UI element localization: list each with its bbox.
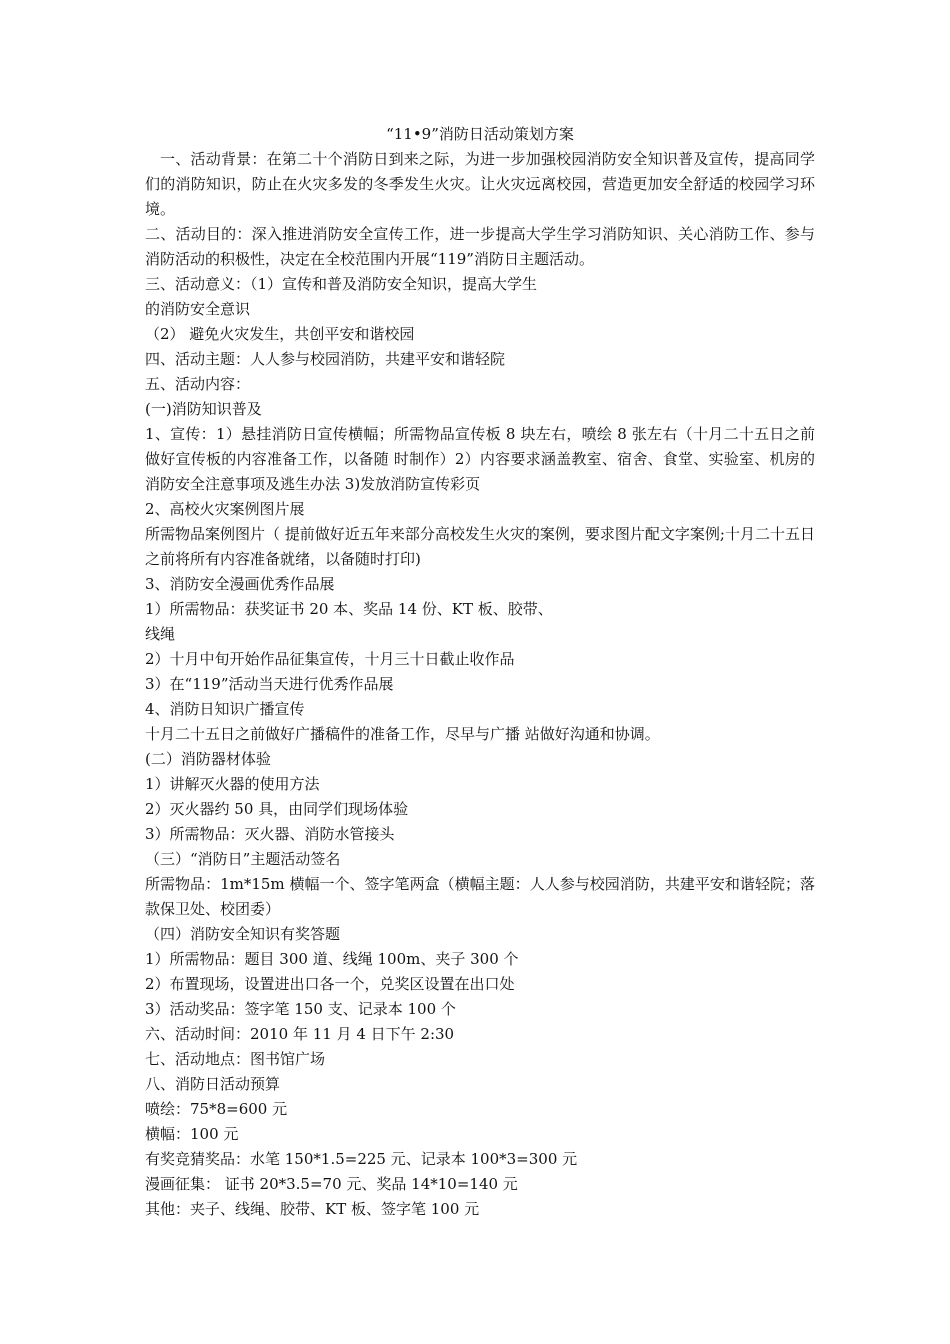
item-case-materials: 所需物品案例图片（ 提前做好近五年来部分高校发生火灾的案例，要求图片配文字案例;十月二十五日之前将所有内容准备就绪，以备随时打印) — [145, 525, 815, 568]
section-content-heading: 五、活动内容： — [145, 375, 251, 393]
document-page — [145, 122, 815, 1222]
signature-materials: 所需物品：1m*15m 横幅一个、签字笔两盒（横幅主题：人人参与校园消防，共建平安和谐轻院；落款保卫处、校团委） — [145, 875, 815, 918]
quiz-item-1: 1）所需物品：题目 300 道、线绳 100m、夹子 300 个 — [145, 950, 519, 968]
section-budget: 八、消防日活动预算 — [145, 1075, 281, 1093]
budget-printing: 喷绘：75*8=600 元 — [145, 1100, 288, 1118]
item-broadcast: 4、消防日知识广播宣传 — [145, 700, 305, 718]
equipment-item-1: 1）讲解灭火器的使用方法 — [145, 775, 320, 793]
item-comic-exhibition: 3、消防安全漫画优秀作品展 — [145, 575, 335, 593]
section-background: 一、活动背景：在第二十个消防日到来之际，为进一步加强校园消防安全知识普及宣传，提高同学们的消防知识，防止在火灾多发的冬季发生火灾。让火灾远离校园，营造更加安全舒适的校园学习环境。 — [145, 150, 815, 218]
section-time: 六、活动时间：2010 年 11 月 4 日下午 2:30 — [145, 1025, 455, 1043]
subsection-equipment: (二）消防器材体验 — [145, 750, 271, 768]
quiz-item-3: 3）活动奖品：签字笔 150 支、记录本 100 个 — [145, 1000, 456, 1018]
budget-banner: 横幅：100 元 — [145, 1125, 239, 1143]
section-purpose: 二、活动目的：深入推进消防安全宣传工作，进一步提高大学生学习消防知识、关心消防工作、参与消防活动的积极性，决定在全校范围内开展“119”消防日主题活动。 — [145, 225, 815, 268]
comic-materials-cont: 线绳 — [145, 625, 176, 643]
subsection-knowledge: (一)消防知识普及 — [145, 400, 262, 418]
section-significance-cont: 的消防安全意识 — [145, 300, 251, 318]
comic-materials: 1）所需物品：获奖证书 20 本、奖品 14 份、KT 板、胶带、 — [145, 600, 553, 618]
section-theme: 四、活动主题：人人参与校园消防，共建平安和谐轻院 — [145, 350, 506, 368]
broadcast-detail: 十月二十五日之前做好广播稿件的准备工作，尽早与广播 站做好沟通和协调。 — [145, 725, 660, 743]
document-title: “11•9”消防日活动策划方案 — [386, 125, 574, 143]
budget-other: 其他：夹子、线绳、胶带、KT 板、签字笔 100 元 — [145, 1200, 480, 1218]
subsection-quiz: （四）消防安全知识有奖答题 — [145, 925, 341, 943]
significance-item-2: （2） 避免火灾发生，共创平安和谐校园 — [145, 325, 415, 343]
comic-collection: 2）十月中旬开始作品征集宣传，十月三十日截止收作品 — [145, 650, 515, 668]
subsection-signature: （三）“消防日”主题活动签名 — [145, 850, 341, 868]
item-case-exhibition: 2、高校火灾案例图片展 — [145, 500, 305, 518]
comic-show: 3）在“119”活动当天进行优秀作品展 — [145, 675, 394, 693]
section-location: 七、活动地点：图书馆广场 — [145, 1050, 326, 1068]
budget-quiz-prizes: 有奖竞猜奖品：水笔 150*1.5=225 元、记录本 100*3=300 元 — [145, 1150, 578, 1168]
item-promotion: 1、宣传：1）悬挂消防日宣传横幅；所需物品宣传板 8 块左右，喷绘 8 张左右（十月二十五日之前做好宣传板的内容准备工作，以备随 时制作）2）内容要求涵盖教室、宿舍、食堂、实验室、机房的消防安全注意事项及逃生办法 3)发放消防宣传彩页 — [145, 425, 815, 493]
quiz-item-2: 2）布置现场，设置进出口各一个，兑奖区设置在出口处 — [145, 975, 515, 993]
equipment-item-3: 3）所需物品：灭火器、消防水管接头 — [145, 825, 395, 843]
budget-comic: 漫画征集： 证书 20*3.5=70 元、奖品 14*10=140 元 — [145, 1175, 518, 1193]
equipment-item-2: 2）灭火器约 50 具，由同学们现场体验 — [145, 800, 409, 818]
section-significance: 三、活动意义：（1）宣传和普及消防安全知识，提高大学生 — [145, 275, 538, 293]
